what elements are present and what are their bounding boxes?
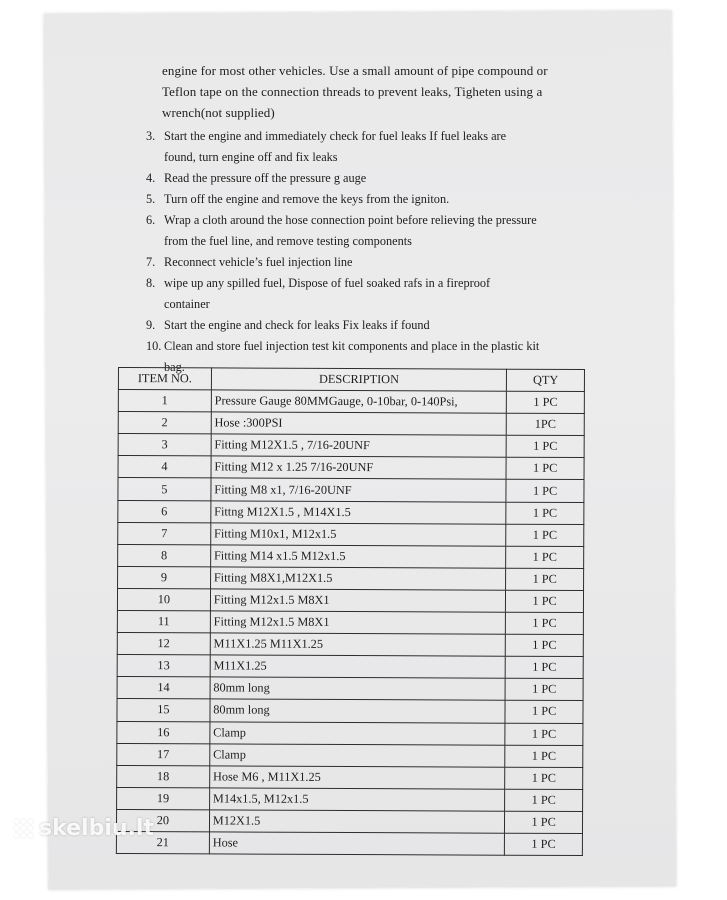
intro-paragraph [162, 60, 590, 123]
step-item [146, 168, 592, 189]
table-row [118, 456, 584, 480]
step-item [146, 315, 592, 336]
table-row [118, 478, 584, 502]
qty-cell: 1 PC [506, 568, 584, 590]
table-body [116, 390, 584, 856]
step-number: 3. [146, 129, 156, 143]
item-number-cell: 15 [117, 699, 210, 721]
step-number: 5. [146, 192, 156, 206]
qty-cell: 1PC [507, 413, 585, 435]
item-number-cell: 16 [117, 721, 210, 743]
step-text: Wrap a cloth around the hose connection point before relieving the pressure [164, 213, 537, 227]
step-text: wipe up any spilled fuel, Dispose of fuel soaked rafs in a fireproof [164, 276, 491, 290]
description-cell: Fitting M8 x1, 7/16-20UNF [211, 478, 507, 501]
item-number-cell: 3 [118, 434, 211, 456]
item-number-cell: 17 [117, 743, 210, 765]
description-cell: Fittng M12X1.5 , M14X1.5 [211, 500, 507, 523]
qty-cell: 1 PC [506, 546, 584, 568]
table-row [116, 831, 582, 855]
step-text: Clean and store fuel injection test kit components and place in the plastic kit [164, 339, 540, 353]
description-cell: Fitting M12x1.5 M8X1 [210, 611, 506, 634]
table-row [118, 434, 584, 458]
description-cell: Clamp [210, 721, 506, 744]
instruction-steps [146, 126, 592, 378]
intro-line: Teflon tape on the connection threads to prevent leaks, Tigheten using a [162, 84, 543, 99]
table-row [117, 611, 583, 635]
item-number-cell: 2 [118, 412, 211, 434]
description-cell: M12X1.5 [209, 810, 505, 833]
qty-cell: 1 PC [505, 833, 583, 855]
watermark [14, 816, 154, 841]
item-number-cell: 9 [118, 566, 211, 588]
table-row [118, 412, 584, 436]
description-cell: M14x1.5, M12x1.5 [209, 788, 505, 811]
step-text: Start the engine and check for leaks Fix leaks if found [164, 318, 430, 332]
step-item [146, 273, 592, 315]
qty-cell: 1 PC [505, 679, 583, 701]
description-cell: Fitting M10x1, M12x1.5 [211, 523, 507, 546]
table-row [117, 655, 583, 679]
header-item-no: ITEM NO. [118, 368, 211, 390]
step-item [146, 252, 592, 273]
table-row [117, 721, 583, 745]
step-text: Reconnect vehicle’s fuel injection line [164, 255, 353, 269]
item-number-cell: 13 [117, 655, 210, 677]
step-number: 7. [146, 255, 156, 269]
step-text: bag. [164, 360, 185, 374]
table-row [117, 743, 583, 767]
qty-cell: 1 PC [506, 502, 584, 524]
item-number-cell: 5 [118, 478, 211, 500]
description-cell: Hose [209, 832, 505, 855]
description-cell: M11X1.25 M11X1.25 [210, 633, 506, 656]
description-cell: Hose M6 , M11X1.25 [209, 766, 505, 789]
table-row [117, 699, 583, 723]
step-number: 9. [146, 318, 156, 332]
qty-cell: 1 PC [505, 767, 583, 789]
item-number-cell: 21 [116, 831, 209, 853]
step-text: Read the pressure off the pressure g auge [164, 171, 367, 185]
qty-cell: 1 PC [505, 811, 583, 833]
table-row [117, 588, 583, 612]
intro-line: engine for most other vehicles. Use a small amount of pipe compound or [162, 63, 548, 78]
table-row [118, 522, 584, 546]
step-number: 8. [146, 276, 156, 290]
table-row [117, 765, 583, 789]
item-number-cell: 4 [118, 456, 211, 478]
table-row [117, 787, 583, 811]
description-cell: Fitting M12X1.5 , 7/16-20UNF [211, 434, 507, 457]
step-text: Turn off the engine and remove the keys from the igniton. [164, 192, 450, 206]
qty-cell: 1 PC [506, 458, 584, 480]
step-text: container [164, 297, 210, 311]
step-item [146, 210, 592, 252]
description-cell: M11X1.25 [210, 655, 506, 678]
description-cell: Fitting M8X1,M12X1.5 [210, 567, 506, 590]
table-header-row [118, 368, 584, 392]
qty-cell: 1 PC [505, 656, 583, 678]
intro-line: wrench(not supplied) [162, 105, 275, 120]
item-number-cell: 8 [118, 544, 211, 566]
item-number-cell: 18 [117, 765, 210, 787]
step-text: from the fuel line, and remove testing components [164, 234, 412, 248]
qty-cell: 1 PC [507, 391, 585, 413]
qty-cell: 1 PC [506, 634, 584, 656]
grid-dots-logo-icon [14, 819, 33, 838]
description-cell: Clamp [210, 743, 506, 766]
table-row [118, 500, 584, 524]
watermark-text: skelbiu.lt [39, 816, 154, 841]
qty-cell: 1 PC [506, 524, 584, 546]
item-number-cell: 12 [117, 633, 210, 655]
qty-cell: 1 PC [505, 723, 583, 745]
description-cell: Pressure Gauge 80MMGauge, 0-10bar, 0-140Psi, [211, 390, 507, 413]
description-cell: 80mm long [210, 699, 506, 722]
table-row [118, 544, 584, 568]
step-text: Start the engine and immediately check for fuel leaks If fuel leaks are [164, 129, 507, 143]
description-cell: 80mm long [210, 677, 506, 700]
item-number-cell: 1 [118, 390, 211, 412]
item-number-cell: 19 [117, 787, 210, 809]
qty-cell: 1 PC [505, 701, 583, 723]
table-row [118, 390, 584, 414]
qty-cell: 1 PC [506, 435, 584, 457]
item-number-cell: 6 [118, 500, 211, 522]
item-number-cell: 7 [118, 522, 211, 544]
qty-cell: 1 PC [506, 590, 584, 612]
item-number-cell: 20 [116, 809, 209, 831]
description-cell: Hose :300PSI [211, 412, 507, 435]
table-row [118, 566, 584, 590]
qty-cell: 1 PC [506, 480, 584, 502]
qty-cell: 1 PC [506, 612, 584, 634]
qty-cell: 1 PC [505, 745, 583, 767]
table-row [117, 677, 583, 701]
description-cell: Fitting M14 x1.5 M12x1.5 [210, 545, 506, 568]
qty-cell: 1 PC [505, 789, 583, 811]
step-number: 10. [146, 339, 162, 353]
header-description: DESCRIPTION [211, 368, 507, 391]
parts-table [116, 367, 585, 856]
step-item [146, 189, 592, 210]
step-number: 6. [146, 213, 156, 227]
item-number-cell: 11 [117, 611, 210, 633]
table-row [117, 633, 583, 657]
step-number: 4. [146, 171, 156, 185]
header-qty: QTY [507, 369, 585, 391]
step-text: found, turn engine off and fix leaks [164, 150, 338, 164]
description-cell: Fitting M12 x 1.25 7/16-20UNF [211, 456, 507, 479]
item-number-cell: 14 [117, 677, 210, 699]
table-row [116, 809, 582, 833]
description-cell: Fitting M12x1.5 M8X1 [210, 589, 506, 612]
step-item [146, 126, 592, 168]
item-number-cell: 10 [117, 588, 210, 610]
